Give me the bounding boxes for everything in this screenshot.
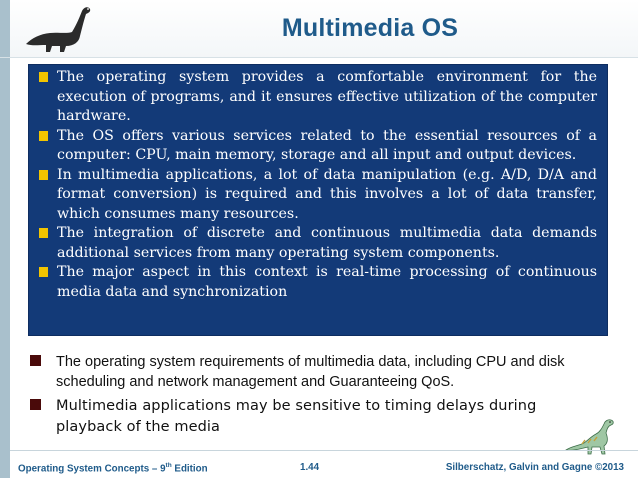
box-bullet-item bbox=[39, 68, 597, 127]
box-bullet-text: The operating system provides a comfortable environment for the execution of programs, and it ensures effective utilization of the computer hardware. bbox=[57, 69, 597, 124]
box-bullet-text: In multimedia applications, a lot of data manipulation (e.g. A/D, D/A and format conversion) is required and this involves a lot of data transfer, which consumes many resources. bbox=[57, 166, 597, 222]
summary-box bbox=[28, 64, 608, 336]
left-accent-bar bbox=[0, 0, 10, 478]
main-bullet-text: Multimedia applications may be sensitive to timing delays during playback of the media bbox=[56, 398, 537, 435]
main-bullet-text: The operating system requirements of multimedia data, including CPU and disk scheduling and network management and Guaranteeing QoS. bbox=[56, 354, 565, 390]
footer-book-title bbox=[18, 462, 208, 474]
yellow-square-bullet-icon bbox=[39, 170, 48, 180]
yellow-square-bullet-icon bbox=[39, 267, 48, 277]
slide-title: Multimedia OS bbox=[281, 14, 459, 42]
box-bullet-text: The major aspect in this context is real-time processing of continuous media data and synchronization bbox=[57, 264, 597, 300]
yellow-square-bullet-icon bbox=[39, 228, 48, 238]
footer-edition-superscript: th bbox=[165, 462, 172, 469]
footer-edition-label: Edition bbox=[171, 463, 208, 475]
yellow-square-bullet-icon bbox=[39, 131, 48, 141]
small-dinosaur-icon bbox=[558, 410, 622, 460]
footer-divider bbox=[10, 450, 638, 451]
main-bullet-item bbox=[28, 352, 588, 392]
footer-authors: Silberschatz, Galvin and Gagne ©2013 bbox=[445, 462, 624, 473]
main-bullet-item bbox=[28, 396, 588, 438]
box-bullet-text: The OS offers various services related to the essential resources of a computer: CPU, main memory, storage and all input and output devices. bbox=[57, 127, 597, 163]
box-bullet-item bbox=[39, 224, 597, 263]
box-bullet-item bbox=[39, 166, 597, 225]
yellow-square-bullet-icon bbox=[39, 72, 48, 82]
box-bullet-item bbox=[39, 263, 597, 302]
footer-book-title-text: Operating System Concepts – 9 bbox=[18, 463, 166, 475]
box-bullet-text: The integration of discrete and continuous multimedia data demands additional services from many operating system components. bbox=[57, 225, 597, 261]
box-bullet-item bbox=[39, 127, 597, 166]
square-bullet-icon bbox=[30, 399, 41, 410]
brontosaurus-icon bbox=[22, 4, 100, 54]
main-bullet-list bbox=[28, 352, 588, 442]
slide-number: 1.44 bbox=[300, 462, 320, 473]
header-divider bbox=[0, 57, 638, 58]
square-bullet-icon bbox=[30, 355, 41, 366]
